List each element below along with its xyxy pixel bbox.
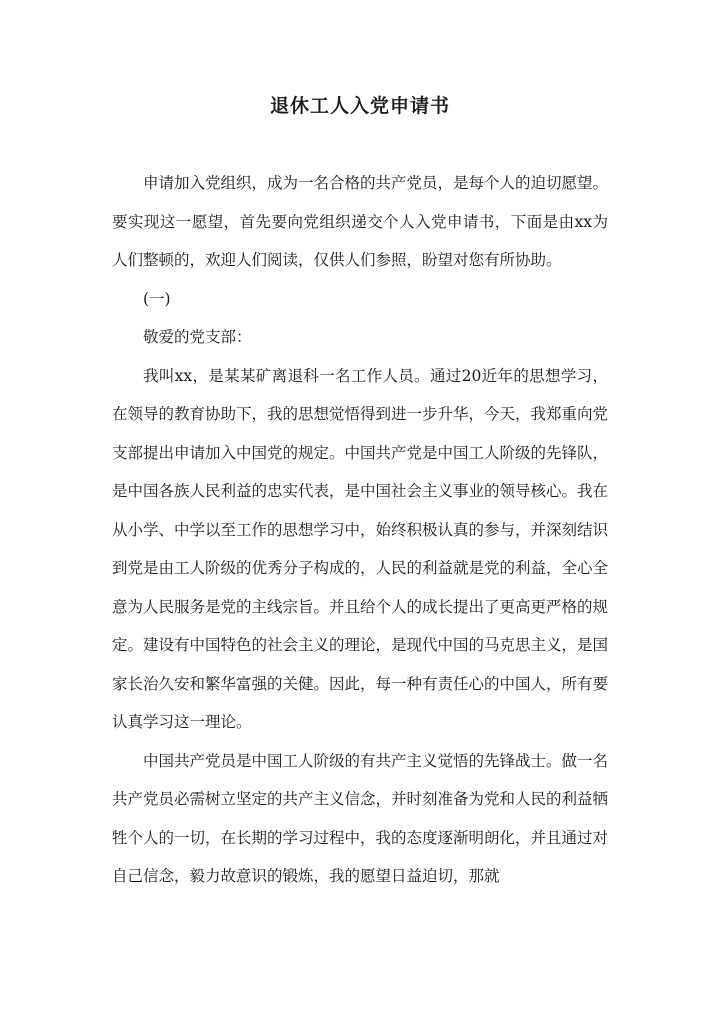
- body-paragraph-2: 中国共产党员是中国工人阶级的有共产主义觉悟的先锋战士。做一名共产党员必需树立坚定的共产主义信念，并时刻准备为党和人民的利益牺牲个人的一切，在长期的学习过程中，我的态度逐渐明朗化，并且通过对自己信念，毅力故意识的锻炼，我的愿望日益迫切，那就: [112, 751, 609, 885]
- document-body: [112, 164, 608, 896]
- document-title: 退休工人入党申请书: [269, 95, 450, 117]
- section-number: (一): [143, 289, 171, 308]
- intro-paragraph: 申请加入党组织，成为一名合格的共产党员，是每个人的迫切愿望。要实现这一愿望，首先要向党组织递交个人入党申请书，下面是由xx为人们整顿的，欢迎人们阅读，仅供人们参照，盼望对您有所协助。: [112, 174, 609, 269]
- body-paragraph-1: 我叫xx，是某某矿离退科一名工作人员。通过20近年的思想学习，在领导的教育协助下，我的思想觉悟得到进一步升华，今天，我郑重向党支部提出申请加入中国党的规定。中国共产党是中国工人阶级的先锋队，是中国各族人民利益的忠实代表，是中国社会主义事业的领导核心。我在从小学、中学以至工作的思想学习中，始终积极认真的参与，并深刻结识到党是由工人阶级的优秀分子构成的，人民的利益就是党的利益，全心全意为人民服务是党的主线宗旨。并且给个人的成长提出了更高更严格的规定。建设有中国特色的社会主义的理论，是现代中国的马克思主义，是国家长治久安和繁华富强的关健。因此，每一种有责任心的中国人，所有要认真学习这一理论。: [112, 366, 609, 731]
- salutation: 敬爱的党支部：: [143, 328, 252, 346]
